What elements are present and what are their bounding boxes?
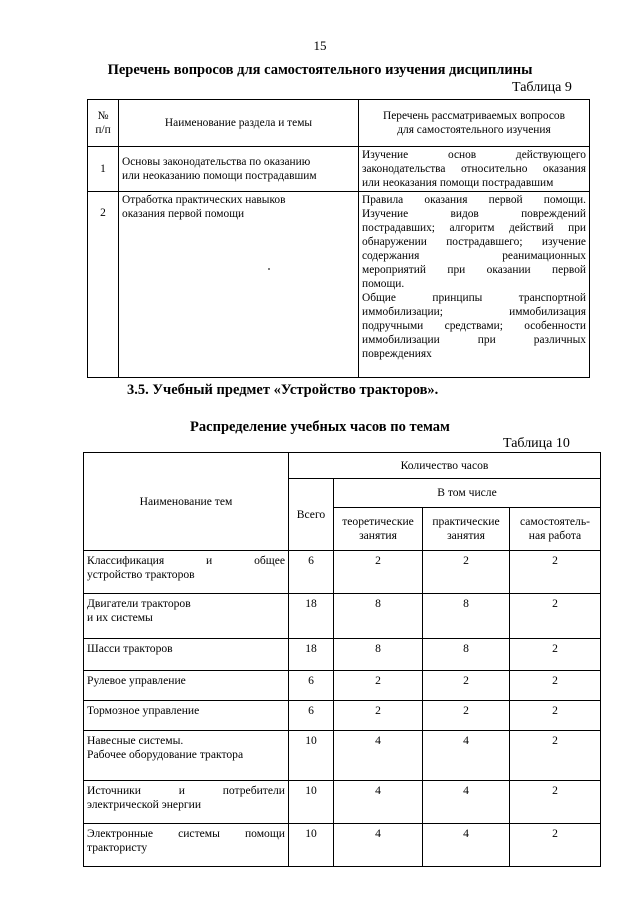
table-row <box>84 731 601 781</box>
row-total: 18 <box>289 639 334 671</box>
section-title-hours: Распределение учебных часов по темам <box>190 419 450 435</box>
header-questions <box>359 100 590 147</box>
row-practice: 4 <box>423 824 510 867</box>
row-total: 6 <box>289 671 334 701</box>
row-practice: 2 <box>423 551 510 594</box>
table-row <box>84 824 601 867</box>
row-questions <box>359 192 590 378</box>
row-total: 18 <box>289 594 334 639</box>
table-row <box>84 551 601 594</box>
header-number-line: п/п <box>95 124 111 136</box>
row-topic: Тормозное управление <box>84 701 289 731</box>
header-theory-line: теоретические <box>342 515 414 528</box>
row-theory: 2 <box>334 701 423 731</box>
row-theory: 2 <box>334 551 423 594</box>
row-questions-line: Правила оказания первой помощи. <box>362 194 586 206</box>
row-topic <box>84 551 289 594</box>
row-self: 2 <box>510 671 601 701</box>
table-header-row <box>84 453 601 479</box>
table-row <box>84 594 601 639</box>
row-questions-line: Изучение основ действующего <box>362 149 586 161</box>
table-row <box>88 147 590 192</box>
header-questions-line: для самостоятельного изучения <box>397 124 551 136</box>
header-number-line: № <box>97 110 109 122</box>
row-total: 10 <box>289 824 334 867</box>
scan-speck <box>268 268 270 270</box>
row-topic-line: Рабочее оборудование трактора <box>87 748 244 761</box>
header-self-study <box>510 508 601 551</box>
row-topic-line: трактористу <box>87 841 148 854</box>
row-self: 2 <box>510 551 601 594</box>
row-practice: 4 <box>423 731 510 781</box>
table-self-study-questions <box>87 99 590 378</box>
row-questions-line: повреждениях <box>362 348 432 360</box>
header-practice <box>423 508 510 551</box>
row-practice: 2 <box>423 671 510 701</box>
header-practice-line: занятия <box>447 529 485 542</box>
row-questions-line: пострадавших; алгоритм действий при <box>362 222 586 234</box>
section-title-self-study: Перечень вопросов для самостоятельного изучения дисциплины <box>107 62 533 78</box>
table-row <box>84 671 601 701</box>
row-questions-line: иммобилизации; иммобилизация <box>362 306 586 318</box>
row-number: 1 <box>88 147 119 192</box>
row-topic <box>84 781 289 824</box>
row-questions-line: обнаружении пострадавшего; изучение <box>362 236 586 248</box>
row-questions-line: подручными средствами; особенности <box>362 320 586 332</box>
row-questions-line: Изучение видов повреждений <box>362 208 586 220</box>
table9-caption: Таблица 9 <box>512 80 572 95</box>
header-self-line: самостоятель- <box>520 515 590 528</box>
row-practice: 8 <box>423 639 510 671</box>
header-section: Наименование раздела и темы <box>119 100 359 147</box>
row-self: 2 <box>510 781 601 824</box>
row-section-line: Отработка практических навыков <box>122 194 286 206</box>
row-section <box>119 147 359 192</box>
row-section-line: Основы законодательства по оказанию <box>122 156 311 168</box>
row-questions-line: Общие принципы транспортной <box>362 292 586 304</box>
row-practice: 4 <box>423 781 510 824</box>
row-topic-line: Навесные системы. <box>87 734 184 747</box>
table-row <box>88 192 590 378</box>
header-including: В том числе <box>334 479 601 508</box>
header-number <box>88 100 119 147</box>
row-total: 6 <box>289 701 334 731</box>
row-theory: 4 <box>334 731 423 781</box>
row-self: 2 <box>510 731 601 781</box>
header-total: Всего <box>289 479 334 551</box>
row-self: 2 <box>510 701 601 731</box>
row-questions-line: законодательства относительно оказания <box>362 163 586 175</box>
row-total: 10 <box>289 781 334 824</box>
row-total: 10 <box>289 731 334 781</box>
row-self: 2 <box>510 824 601 867</box>
row-theory: 8 <box>334 639 423 671</box>
row-self: 2 <box>510 639 601 671</box>
row-practice: 2 <box>423 701 510 731</box>
row-topic-line: Электронные системы помощи <box>87 827 285 840</box>
row-theory: 4 <box>334 781 423 824</box>
row-section-line: или неоказанию помощи пострадавшим <box>122 170 317 182</box>
row-self: 2 <box>510 594 601 639</box>
row-questions-line: мероприятий при оказании первой <box>362 264 586 276</box>
row-questions-line: или неоказания помощи пострадавшим <box>362 177 554 189</box>
row-topic: Рулевое управление <box>84 671 289 701</box>
row-topic <box>84 594 289 639</box>
header-questions-line: Перечень рассматриваемых вопросов <box>383 110 565 122</box>
row-topic-line: Классификация и общее <box>87 554 285 567</box>
row-questions <box>359 147 590 192</box>
section-title-subject: 3.5. Учебный предмет «Устройство тракторов». <box>127 382 439 398</box>
row-section <box>119 192 359 378</box>
row-topic <box>84 731 289 781</box>
row-total: 6 <box>289 551 334 594</box>
row-topic-line: и их системы <box>87 611 153 624</box>
row-questions-line: помощи. <box>362 278 405 290</box>
row-theory: 2 <box>334 671 423 701</box>
header-practice-line: практические <box>432 515 500 528</box>
table-header-row <box>88 100 590 147</box>
row-number: 2 <box>88 192 119 378</box>
table-row <box>84 639 601 671</box>
header-theory <box>334 508 423 551</box>
row-topic: Шасси тракторов <box>84 639 289 671</box>
page-number: 15 <box>313 38 327 53</box>
row-topic-line: Источники и потребители <box>87 784 285 797</box>
row-theory: 8 <box>334 594 423 639</box>
table-hours-by-topic <box>83 452 601 867</box>
table-row <box>84 701 601 731</box>
row-questions-line: иммобилизации при различных <box>362 334 586 346</box>
header-theory-line: занятия <box>359 529 397 542</box>
header-self-line: ная работа <box>528 529 582 542</box>
row-theory: 4 <box>334 824 423 867</box>
row-topic-line: электрической энергии <box>87 798 202 811</box>
row-topic <box>84 824 289 867</box>
header-hours: Количество часов <box>289 453 601 479</box>
row-practice: 8 <box>423 594 510 639</box>
row-section-line: оказания первой помощи <box>122 208 245 220</box>
row-topic-line: устройство тракторов <box>87 568 195 581</box>
row-topic-line: Двигатели тракторов <box>87 597 191 610</box>
table-row <box>84 781 601 824</box>
header-topic: Наименование тем <box>84 453 289 551</box>
table10-caption: Таблица 10 <box>503 436 570 451</box>
row-questions-line: содержания реанимационных <box>362 250 586 262</box>
